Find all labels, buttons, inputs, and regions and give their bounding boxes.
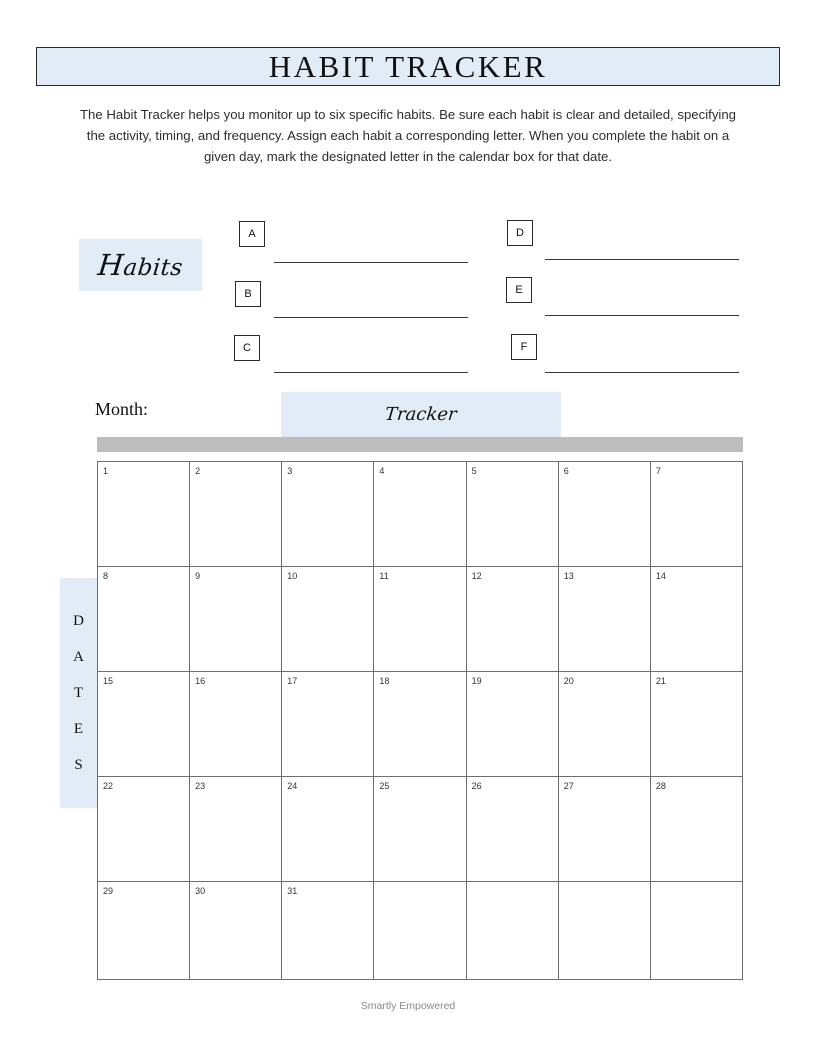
habit-input-e[interactable]: [545, 315, 739, 316]
habits-label-capital: H: [96, 248, 126, 282]
calendar-cell[interactable]: 12: [466, 567, 558, 672]
calendar-cell[interactable]: 8: [98, 567, 190, 672]
calendar-cell[interactable]: 23: [190, 777, 282, 882]
habit-input-d[interactable]: [545, 259, 739, 260]
page-title: HABIT TRACKER: [268, 48, 548, 84]
habit-letter-d-label: D: [516, 227, 524, 239]
page-title-banner: [36, 47, 780, 86]
calendar-cell[interactable]: 27: [558, 777, 650, 882]
calendar-cell[interactable]: 5: [466, 462, 558, 567]
habit-letter-a: [239, 221, 265, 247]
habit-letter-c-label: C: [243, 342, 251, 354]
calendar-cell[interactable]: 19: [466, 672, 558, 777]
dates-letter-s: S: [74, 756, 83, 773]
calendar-cell[interactable]: 28: [650, 777, 742, 882]
table-row: [98, 882, 743, 980]
calendar-cell[interactable]: 4: [374, 462, 466, 567]
calendar-cell[interactable]: 3: [282, 462, 374, 567]
dates-letter-e: E: [73, 720, 84, 737]
calendar-cell[interactable]: 1: [98, 462, 190, 567]
calendar-cell[interactable]: 11: [374, 567, 466, 672]
calendar-cell[interactable]: 16: [190, 672, 282, 777]
habit-input-f[interactable]: [545, 372, 739, 373]
footer-text: Smartly Empowered: [360, 1000, 456, 1012]
calendar-cell[interactable]: 30: [190, 882, 282, 980]
dates-letter-t: T: [73, 684, 84, 701]
calendar-cell[interactable]: 21: [650, 672, 742, 777]
calendar-grid: [97, 461, 743, 980]
calendar-cell[interactable]: 17: [282, 672, 374, 777]
habit-letter-c: [234, 335, 260, 361]
table-row: [98, 567, 743, 672]
habits-label-rest: abits: [122, 255, 185, 281]
habit-letter-b: [235, 281, 261, 307]
table-row: [98, 777, 743, 882]
calendar-cell[interactable]: 22: [98, 777, 190, 882]
table-row: [98, 462, 743, 567]
calendar-cell[interactable]: 2: [190, 462, 282, 567]
calendar-cell[interactable]: 10: [282, 567, 374, 672]
habits-label-box: [79, 239, 202, 291]
habit-letter-e-label: E: [515, 284, 523, 296]
habit-letter-f: [511, 334, 537, 360]
calendar-cell[interactable]: 24: [282, 777, 374, 882]
calendar-cell[interactable]: 13: [558, 567, 650, 672]
calendar-cell[interactable]: 25: [374, 777, 466, 882]
habits-label: [96, 248, 185, 282]
dates-letter-d: D: [73, 612, 84, 629]
calendar-cell[interactable]: [374, 882, 466, 980]
habit-letter-f-label: F: [520, 341, 528, 353]
calendar-cell[interactable]: 29: [98, 882, 190, 980]
calendar-cell[interactable]: [466, 882, 558, 980]
dates-side-label: [60, 578, 97, 808]
tracker-label: Tracker: [384, 404, 458, 425]
habit-input-b[interactable]: [274, 317, 468, 318]
month-label: Month:: [95, 399, 149, 419]
calendar-cell[interactable]: 31: [282, 882, 374, 980]
table-row: [98, 672, 743, 777]
habit-letter-b-label: B: [244, 288, 252, 300]
calendar-cell[interactable]: 20: [558, 672, 650, 777]
calendar-cell[interactable]: 18: [374, 672, 466, 777]
calendar-cell[interactable]: 26: [466, 777, 558, 882]
tracker-label-box: [281, 392, 561, 437]
habit-letter-a-label: A: [248, 228, 256, 240]
habit-input-a[interactable]: [274, 262, 468, 263]
calendar-cell[interactable]: 6: [558, 462, 650, 567]
habit-input-c[interactable]: [274, 372, 468, 373]
intro-paragraph: The Habit Tracker helps you monitor up to six specific habits. Be sure each habit is clear and detailed, specifying the activity, timing, and frequency. Assign each habit a corresponding letter. When you complete the habit on a given day, mark the designated letter in the calendar box for that date.: [79, 107, 737, 164]
calendar-cell[interactable]: 9: [190, 567, 282, 672]
calendar-cell[interactable]: 15: [98, 672, 190, 777]
calendar-cell[interactable]: 7: [650, 462, 742, 567]
habit-letter-d: [507, 220, 533, 246]
dates-letter-a: A: [73, 648, 84, 665]
calendar-cell[interactable]: [650, 882, 742, 980]
habit-letter-e: [506, 277, 532, 303]
calendar-cell[interactable]: [558, 882, 650, 980]
calendar-cell[interactable]: 14: [650, 567, 742, 672]
calendar-header-bar: [97, 437, 743, 452]
